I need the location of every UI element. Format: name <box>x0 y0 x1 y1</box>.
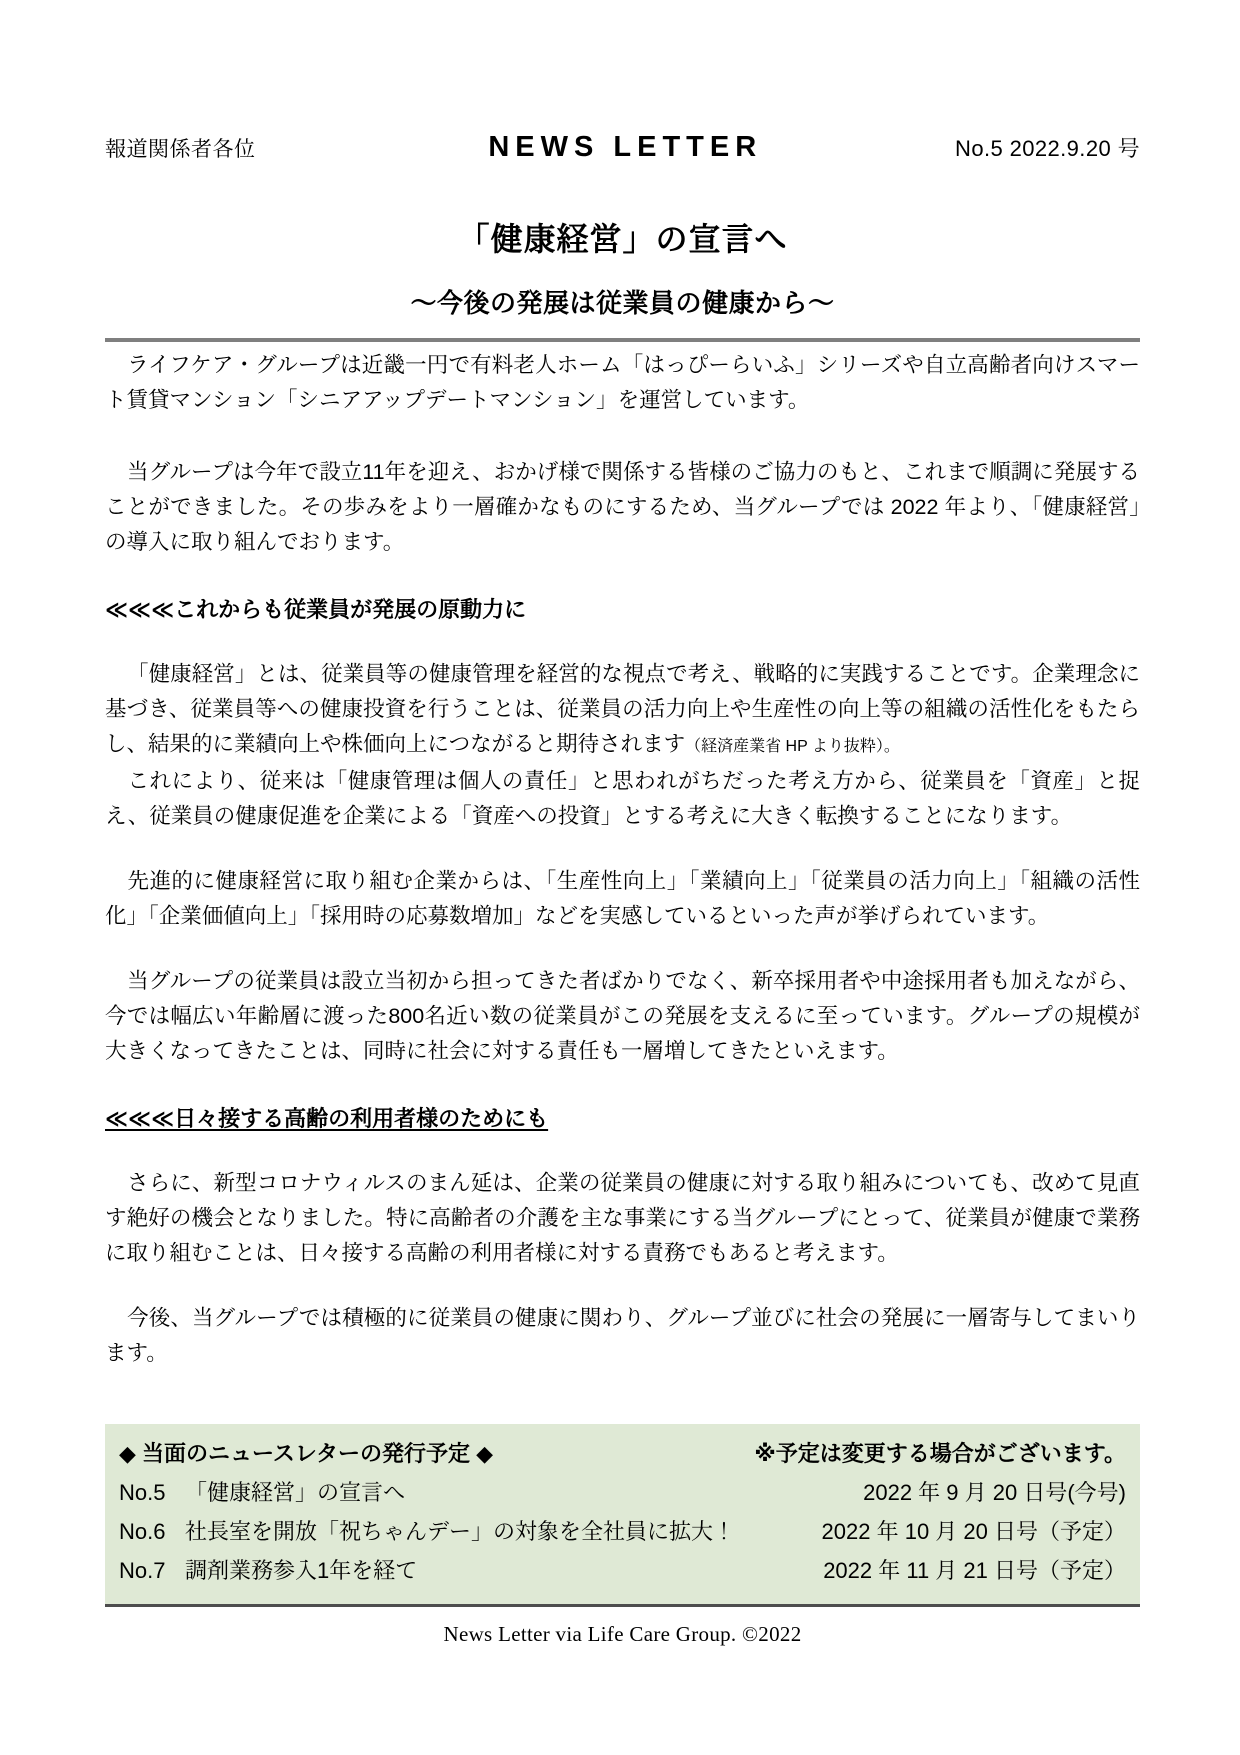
schedule-issue-title: 調剤業務参入1年を経て <box>185 1558 418 1583</box>
schedule-row <box>119 1473 1126 1512</box>
paragraph-gap <box>105 560 1140 593</box>
paragraph-intro <box>105 348 1140 418</box>
schedule-issue-date: 2022 年 10 月 20 日号（予定） <box>821 1519 1126 1544</box>
schedule-issue-date: 2022 年 11 月 21 日号（予定） <box>823 1558 1126 1583</box>
paragraph-benefits <box>105 864 1140 934</box>
schedule-disclaimer-label: ※予定は変更する場合がございます。 <box>754 1441 1126 1466</box>
masthead <box>105 131 1140 164</box>
paragraph-asset-shift <box>105 764 1140 834</box>
paragraph-gap <box>105 1136 1140 1166</box>
schedule-issue-title: 社長室を開放「祝ちゃんデー」の対象を全社員に拡大！ <box>185 1519 736 1544</box>
schedule-heading-row <box>119 1434 1126 1473</box>
schedule-row <box>119 1512 1126 1551</box>
publication-schedule-box <box>105 1424 1140 1604</box>
issue-number-label: No.5 2022.9.20 号 <box>955 136 1140 161</box>
paragraph-closing <box>105 1301 1140 1371</box>
section-heading-1: ≪≪≪これからも従業員が発展の原動力に <box>105 597 527 622</box>
page-subtitle: 〜今後の発展は従業員の健康から〜 <box>410 288 835 318</box>
paragraph-text: 当グループは今年で設立11年を迎え、おかげ様で関係する皆様のご協力のもと、これまで順調に発展することができました。その歩みをより一層確かなものにするため、当グループでは 2022 年より、「健康経営」の導入に取り組んでおります。 <box>105 460 1140 554</box>
page-title: 「健康経営」の宣言へ <box>457 221 788 257</box>
footer-divider <box>105 1604 1140 1607</box>
paragraph-text: さらに、新型コロナウィルスのまん延は、企業の従業員の健康に対する取り組みについても、改めて見直す絶好の機会となりました。特に高齢者の介護を主な事業にする当グループにとって、従業員が健康で業務に取り組むことは、日々接する高齢の利用者様に対する責務でもあると考えます。 <box>105 1171 1140 1265</box>
schedule-issue-no: No.7 <box>119 1558 166 1583</box>
paragraph-gap <box>105 627 1140 657</box>
section-heading-2: ≪≪≪日々接する高齢の利用者様のためにも <box>105 1106 549 1131</box>
schedule-issue-date: 2022 年 9 月 20 日号(今号) <box>863 1480 1126 1505</box>
schedule-row <box>119 1551 1126 1590</box>
paragraph-definition <box>105 657 1140 764</box>
schedule-entry-left <box>119 1512 735 1551</box>
paragraph-gap <box>105 934 1140 964</box>
schedule-entry-left <box>119 1473 405 1512</box>
schedule-entry-left <box>119 1551 417 1590</box>
footer-credit: News Letter via Life Care Group. ©2022 <box>443 1622 802 1646</box>
paragraph-gap <box>105 1271 1140 1301</box>
paragraph-text: これにより、従来は「健康管理は個人の責任」と思われがちだった考え方から、従業員を「資産」と捉え、従業員の健康促進を企業による「資産への投資」とする考えに大きく転換することになります。 <box>105 769 1140 828</box>
newsletter-masthead-title: NEWS LETTER <box>488 131 763 163</box>
paragraph-text: 先進的に健康経営に取り組む企業からは、「生産性向上」「業績向上」「従業員の活力向上」「組織の活性化」「企業価値向上」「採用時の応募数増加」などを実感しているといった声が挙げられています。 <box>105 869 1140 928</box>
article-body <box>105 348 1140 1371</box>
schedule-issue-title: 「健康経営」の宣言へ <box>185 1480 406 1505</box>
paragraph-text: 今後、当グループでは積極的に従業員の健康に関わり、グループ並びに社会の発展に一層寄与してまいります。 <box>105 1306 1140 1365</box>
paragraph-text: 「健康経営」とは、従業員等の健康管理を経営的な視点で考え、戦略的に実践することです。企業理念に基づき、従業員等への健康投資を行うことは、従業員の活力向上や生産性の向上等の組織の活性化をもたらし、結果的に業績向上や株価向上につながると期待されます <box>105 662 1140 756</box>
paragraph-gap <box>105 834 1140 864</box>
document-sheet <box>100 0 1145 1755</box>
header-divider <box>105 338 1140 342</box>
paragraph-founding <box>105 455 1140 560</box>
paragraph-gap <box>105 418 1140 455</box>
source-note: （経済産業省 HP より抜粋）。 <box>685 738 900 755</box>
paragraph-text: 当グループの従業員は設立当初から担ってきた者ばかりでなく、新卒採用者や中途採用者も加えながら、今では幅広い年齢層に渡った800名近い数の従業員がこの発展を支えるに至っています。グループの規模が大きくなってきたことは、同時に社会に対する責任も一層増してきたといえます。 <box>105 969 1140 1063</box>
paragraph-gap <box>105 1069 1140 1102</box>
paragraph-workforce <box>105 964 1140 1069</box>
schedule-issue-no: No.5 <box>119 1480 166 1505</box>
schedule-issue-no: No.6 <box>119 1519 166 1544</box>
addressee-label: 報道関係者各位 <box>105 138 256 161</box>
schedule-heading-label: ◆ 当面のニュースレターの発行予定 ◆ <box>119 1441 494 1466</box>
paragraph-covid <box>105 1166 1140 1271</box>
paragraph-text: ライフケア・グループは近畿一円で有料老人ホーム「はっぴーらいふ」シリーズや自立高齢者向けスマート賃貸マンション「シニアアップデートマンション」を運営しています。 <box>105 353 1140 412</box>
